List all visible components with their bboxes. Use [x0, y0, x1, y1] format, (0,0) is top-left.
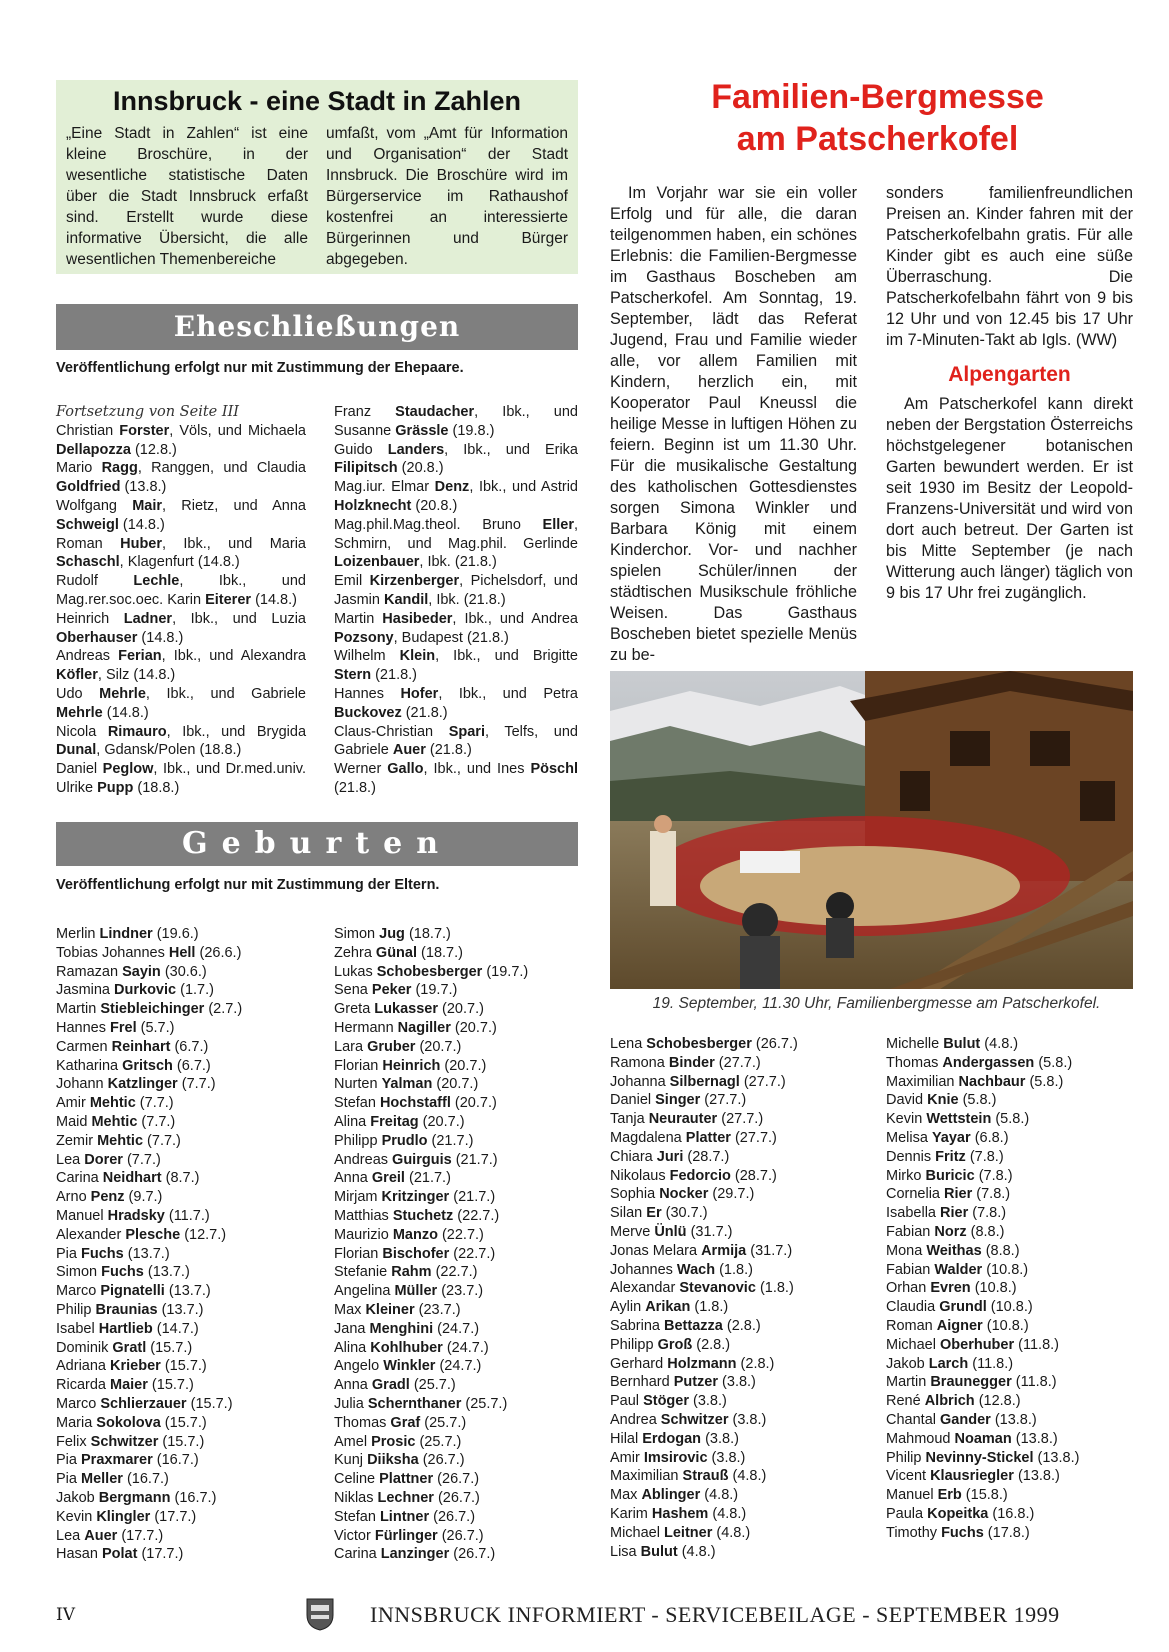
birth-entry: Hasan Polat (17.7.)	[56, 1546, 184, 1563]
marriage-list-left	[56, 403, 306, 798]
birth-entry: Manuel Hradsky (11.7.)	[56, 1207, 210, 1224]
birth-entry: Maid Mehtic (7.7.)	[56, 1113, 176, 1130]
alpengarten-title: Alpengarten	[948, 363, 1071, 386]
birth-entry: Maria Sokolova (15.7.)	[56, 1414, 207, 1431]
birth-entry: Carina Lanzinger (26.7.)	[334, 1546, 496, 1563]
innsbruck-crest-icon	[305, 1597, 335, 1631]
article-column-right	[886, 183, 1133, 604]
births-list-4	[886, 1035, 1146, 1543]
birth-entry: Maximilian Strauß (4.8.)	[610, 1468, 767, 1485]
birth-entry: Johanna Silbernagl (27.7.)	[610, 1073, 786, 1090]
birth-entry: Lisa Bulut (4.8.)	[610, 1543, 716, 1560]
birth-entry: Claudia Grundl (10.8.)	[886, 1299, 1033, 1316]
birth-entry: Martin Stiebleichinger (2.7.)	[56, 1001, 243, 1018]
marriage-entry: Christian Forster, Völs, und Michaela Dellapozza (12.8.)	[56, 422, 306, 458]
footer-publication: INNSBRUCK INFORMIERT - SERVICEBEILAGE - SEPTEMBER 1999	[370, 1602, 1060, 1627]
photo-caption: 19. September, 11.30 Uhr, Familienbergmesse am Patscherkofel.	[652, 995, 1101, 1012]
birth-entry: Jakob Larch (11.8.)	[886, 1355, 1014, 1372]
birth-entry: Lara Gruber (20.7.)	[334, 1038, 462, 1055]
article-text-left: Im Vorjahr war sie ein voller Erfolg und für alle, die daran teilgenommen haben, ein schönes Erlebnis: die Familien-Bergmesse im Gasthaus Boscheben am Patscherkofel. Am Sonntag, 19. September, lädt das Referat Jugend, Frau und Familie wieder alle, vor allem Familien mit Kindern, herzlich ein, mit Kooperator Paul Kneussl die heilige Messe in luftigen Höhen zu feiern. Beginn ist um 11.30 Uhr. Für die musikalische Gestaltung des katholischen Gottesdienstes sorgen Simona Winkler und Barbara König mit einem Kinderchor. Vor- und nachher spielen Schüler/innen der städtischen Musikschule fröhliche Weisen. Das Gasthaus Boscheben bietet spezielle Menüs zu be-	[610, 184, 857, 664]
article-title-line1: Familien-Bergmesse	[711, 78, 1044, 116]
births-list-2	[334, 925, 584, 1564]
birth-entry: Sabrina Bettazza (2.8.)	[610, 1317, 761, 1334]
stadt-in-zahlen-title: Innsbruck - eine Stadt in Zahlen	[112, 86, 522, 116]
birth-entry: Mirjam Kritzinger (21.7.)	[334, 1189, 496, 1206]
birth-entry: Melisa Yayar (6.8.)	[886, 1129, 1009, 1146]
birth-entry: Bernhard Putzer (3.8.)	[610, 1374, 756, 1391]
marriage-entry: Werner Gallo, Ibk., und Ines Pöschl (21.8.)	[334, 761, 578, 796]
marriage-entry: Hannes Hofer, Ibk., und Petra Buckovez (21.8.)	[334, 685, 578, 721]
marriage-entry: Mario Ragg, Ranggen, und Claudia Goldfried (13.8.)	[56, 460, 306, 496]
birth-entry: Amir Mehtic (7.7.)	[56, 1095, 174, 1112]
eheschliessungen-heading: Eheschließungen	[56, 304, 578, 350]
birth-entry: Nurten Yalman (20.7.)	[334, 1076, 479, 1093]
birth-entry: Andrea Schwitzer (3.8.)	[610, 1411, 767, 1428]
marriage-entry: Udo Mehrle, Ibk., und Gabriele Mehrle (14.8.)	[56, 685, 306, 721]
eheschliessungen-note: Veröffentlichung erfolgt nur mit Zustimmung der Ehepaare.	[56, 360, 464, 376]
birth-entry: Lukas Schobesberger (19.7.)	[334, 963, 529, 980]
birth-entry: Lena Schobesberger (26.7.)	[610, 1036, 798, 1052]
birth-entry: Alina Kohlhuber (24.7.)	[334, 1339, 489, 1356]
birth-entry: Michael Oberhuber (11.8.)	[886, 1336, 1059, 1353]
marriage-entry: Wilhelm Klein, Ibk., und Brigitte Stern (21.8.)	[334, 648, 578, 684]
birth-entry: Tobias Johannes Hell (26.6.)	[56, 944, 242, 961]
birth-entry: Paul Stöger (3.8.)	[610, 1393, 727, 1410]
birth-entry: Thomas Andergassen (5.8.)	[886, 1054, 1073, 1071]
marriage-entry: Daniel Peglow, Ibk., und Dr.med.univ. Ulrike Pupp (18.8.)	[56, 761, 306, 796]
birth-entry: Nikolaus Fedorcio (28.7.)	[610, 1167, 777, 1184]
birth-entry: Amel Prosic (25.7.)	[334, 1433, 462, 1450]
birth-entry: Philipp Groß (2.8.)	[610, 1336, 731, 1353]
birth-entry: Fabian Norz (8.8.)	[886, 1223, 1005, 1240]
birth-entry: Maximilian Nachbaur (5.8.)	[886, 1073, 1064, 1090]
birth-entry: Jana Menghini (24.7.)	[334, 1320, 480, 1337]
marriage-entry: Mag.phil.Mag.theol. Bruno Eller, Schmirn, und Mag.phil. Gerlinde Loizenbauer, Ibk. (21.8.)	[334, 516, 578, 571]
page-number: IV	[56, 1605, 75, 1625]
article-title-line2: am Patscherkofel	[736, 120, 1019, 158]
birth-entry: Tanja Neurauter (27.7.)	[610, 1111, 764, 1128]
birth-entry: Chiara Juri (28.7.)	[610, 1148, 730, 1165]
birth-entry: Victor Fürlinger (26.7.)	[334, 1527, 484, 1544]
birth-entry: Jasmina Durkovic (1.7.)	[56, 982, 214, 999]
birth-entry: Jonas Melara Armija (31.7.)	[610, 1242, 793, 1259]
birth-entry: Martin Braunegger (11.8.)	[886, 1374, 1057, 1391]
birth-entry: Silan Er (30.7.)	[610, 1205, 708, 1222]
marriage-entry: Nicola Rimauro, Ibk., und Brygida Dunal, Gdansk/Polen (18.8.)	[56, 723, 307, 759]
birth-entry: Stefan Hochstaffl (20.7.)	[334, 1095, 497, 1112]
birth-entry: Adriana Krieber (15.7.)	[56, 1358, 207, 1375]
marriage-entry: Guido Landers, Ibk., und Erika Filipitsch (20.8.)	[334, 441, 578, 477]
birth-entry: Michael Leitner (4.8.)	[610, 1524, 751, 1541]
birth-entry: Thomas Graf (25.7.)	[334, 1414, 467, 1431]
birth-entry: Carina Neidhart (8.7.)	[56, 1170, 200, 1187]
birth-entry: Orhan Evren (10.8.)	[886, 1280, 1017, 1297]
birth-entry: David Knie (5.8.)	[886, 1092, 997, 1109]
birth-entry: Carmen Reinhart (6.7.)	[56, 1038, 209, 1055]
birth-entry: Simon Fuchs (13.7.)	[56, 1264, 190, 1281]
stadt-in-zahlen-col1: „Eine Stadt in Zahlen“ ist eine kleine Broschüre, in der wesentliche statistische Daten über die Stadt Innsbruck erfaßt sind. Erstellt wurde diese informative Übersicht, die alle wesentlichen Themenbereiche	[66, 125, 308, 268]
birth-entry: Daniel Singer (27.7.)	[610, 1092, 747, 1109]
birth-entry: Alina Freitag (20.7.)	[334, 1113, 465, 1130]
continued-label: Fortsetzung von Seite III	[56, 404, 240, 420]
birth-entry: Julia Schernthaner (25.7.)	[334, 1395, 508, 1412]
birth-entry: Max Kleiner (23.7.)	[334, 1301, 461, 1318]
geburten-note: Veröffentlichung erfolgt nur mit Zustimmung der Eltern.	[56, 877, 440, 893]
birth-entry: Aylin Arikan (1.8.)	[610, 1299, 729, 1316]
birth-entry: Anna Gradl (25.7.)	[334, 1377, 456, 1394]
birth-entry: Maurizio Manzo (22.7.)	[334, 1226, 484, 1243]
birth-entry: Hannes Frel (5.7.)	[56, 1019, 175, 1036]
birth-entry: Amir Imsirovic (3.8.)	[610, 1449, 746, 1466]
birth-entry: Mahmoud Noaman (13.8.)	[886, 1430, 1058, 1447]
birth-entry: Hilal Erdogan (3.8.)	[610, 1430, 739, 1447]
marriage-entry: Rudolf Lechle, Ibk., und Mag.rer.soc.oec. Karin Eiterer (14.8.)	[56, 573, 306, 608]
birth-entry: Arno Penz (9.7.)	[56, 1189, 163, 1206]
marriage-entry: Emil Kirzenberger, Pichelsdorf, und Jasmin Kandil, Ibk. (21.8.)	[334, 573, 578, 608]
marriage-entry: Mag.iur. Elmar Denz, Ibk., und Astrid Holzknecht (20.8.)	[334, 479, 578, 514]
births-list-1	[56, 925, 306, 1564]
bergmesse-photo	[610, 671, 1133, 989]
birth-entry: Ramazan Sayin (30.6.)	[56, 963, 207, 980]
birth-entry: Chantal Gander (13.8.)	[886, 1411, 1037, 1428]
birth-entry: Ricarda Maier (15.7.)	[56, 1377, 194, 1394]
marriage-entry: Franz Staudacher, Ibk., und Susanne Grässle (19.8.)	[334, 404, 578, 439]
birth-entry: Sena Peker (19.7.)	[334, 982, 458, 999]
stadt-in-zahlen-col2: umfaßt, vom „Amt für Information und Organisation“ der Stadt Innsbruck. Die Broschüre wird im Bürgerservice im Rathaushof kostenfrei an interessierte Bürgerinnen und Bürger abgegeben.	[326, 125, 568, 268]
marriage-entry: Heinrich Ladner, Ibk., und Luzia Oberhauser (14.8.)	[56, 610, 306, 646]
birth-entry: Alexander Plesche (12.7.)	[56, 1226, 227, 1243]
birth-entry: Johannes Wach (1.8.)	[610, 1261, 753, 1278]
marriage-entry: Roman Huber, Ibk., und Maria Schaschl, Klagenfurt (14.8.)	[56, 535, 306, 571]
birth-entry: Greta Lukasser (20.7.)	[334, 1001, 484, 1018]
marriage-entry: Wolfgang Mair, Rietz, und Anna Schweigl (14.8.)	[56, 497, 306, 533]
birth-entry: Angelina Müller (23.7.)	[334, 1283, 484, 1300]
birth-entry: Felix Schwitzer (15.7.)	[56, 1433, 205, 1450]
birth-entry: Jakob Bergmann (16.7.)	[56, 1489, 217, 1506]
birth-entry: Stefan Lintner (26.7.)	[334, 1508, 476, 1525]
birth-entry: Michelle Bulut (4.8.)	[886, 1036, 1019, 1052]
birth-entry: Gerhard Holzmann (2.8.)	[610, 1355, 775, 1372]
birth-entry: Andreas Guirguis (21.7.)	[334, 1151, 498, 1168]
birth-entry: Paula Kopeitka (16.8.)	[886, 1505, 1035, 1522]
birth-entry: Matthias Stuchetz (22.7.)	[334, 1207, 500, 1224]
birth-entry: Kevin Wettstein (5.8.)	[886, 1111, 1030, 1128]
article-text-right: sonders familienfreundlichen Preisen an. Kinder fahren mit der Patscherkofelbahn gratis. Für alle Kinder gibt es auch eine süße Überraschung. Die Patscherkofelbahn fährt von 9 bis 12 Uhr und von 12.45 bis 17 Uhr im 7-Minuten-Takt ab Igls. (WW)	[886, 184, 1133, 349]
birth-entry: Marco Pignatelli (13.7.)	[56, 1283, 211, 1300]
birth-entry: Philipp Prudlo (21.7.)	[334, 1132, 474, 1149]
marriage-entry: Andreas Ferian, Ibk., und Alexandra Köfler, Silz (14.8.)	[56, 648, 306, 684]
birth-entry: Angelo Winkler (24.7.)	[334, 1358, 482, 1375]
birth-entry: Mirko Buricic (7.8.)	[886, 1167, 1013, 1184]
birth-entry: Max Ablinger (4.8.)	[610, 1487, 739, 1504]
birth-entry: Vicent Klausriegler (13.8.)	[886, 1468, 1060, 1485]
birth-entry: Fabian Walder (10.8.)	[886, 1261, 1029, 1278]
birth-entry: Alexandar Stevanovic (1.8.)	[610, 1280, 794, 1297]
birth-entry: Marco Schlierzauer (15.7.)	[56, 1395, 233, 1412]
birth-entry: Kevin Klingler (17.7.)	[56, 1508, 197, 1525]
birth-entry: Cornelia Rier (7.8.)	[886, 1186, 1011, 1203]
birth-entry: Magdalena Platter (27.7.)	[610, 1129, 777, 1146]
birth-entry: Dennis Fritz (7.8.)	[886, 1148, 1004, 1165]
birth-entry: Niklas Lechner (26.7.)	[334, 1489, 480, 1506]
birth-entry: Lea Auer (17.7.)	[56, 1527, 164, 1544]
birth-entry: Pia Meller (16.7.)	[56, 1471, 169, 1488]
birth-entry: Manuel Erb (15.8.)	[886, 1487, 1008, 1504]
birth-entry: Ramona Binder (27.7.)	[610, 1054, 761, 1071]
birth-entry: Zehra Günal (18.7.)	[334, 944, 463, 961]
birth-entry: Zemir Mehtic (7.7.)	[56, 1132, 181, 1149]
birth-entry: Timothy Fuchs (17.8.)	[886, 1524, 1030, 1541]
birth-entry: Lea Dorer (7.7.)	[56, 1151, 161, 1168]
birth-entry: Isabella Rier (7.8.)	[886, 1205, 1007, 1222]
birth-entry: Simon Jug (18.7.)	[334, 926, 451, 942]
birth-entry: Isabel Hartlieb (14.7.)	[56, 1320, 199, 1337]
birth-entry: Celine Plattner (26.7.)	[334, 1471, 480, 1488]
birth-entry: Hermann Nagiller (20.7.)	[334, 1019, 497, 1036]
birth-entry: Johann Katzlinger (7.7.)	[56, 1076, 216, 1093]
birth-entry: Karim Hashem (4.8.)	[610, 1505, 747, 1522]
birth-entry: Katharina Gritsch (6.7.)	[56, 1057, 211, 1074]
birth-entry: Stefanie Rahm (22.7.)	[334, 1264, 478, 1281]
marriage-list-right	[334, 403, 578, 798]
birth-entry: Merve Ünlü (31.7.)	[610, 1223, 733, 1240]
birth-entry: Sophia Nocker (29.7.)	[610, 1186, 755, 1203]
birth-entry: Florian Bischofer (22.7.)	[334, 1245, 496, 1262]
birth-entry: Philip Braunias (13.7.)	[56, 1301, 204, 1318]
birth-entry: Kunj Diiksha (26.7.)	[334, 1452, 465, 1469]
births-list-3	[610, 1035, 870, 1561]
birth-entry: Florian Heinrich (20.7.)	[334, 1057, 487, 1074]
birth-entry: René Albrich (12.8.)	[886, 1393, 1021, 1410]
birth-entry: Merlin Lindner (19.6.)	[56, 926, 199, 942]
birth-entry: Roman Aigner (10.8.)	[886, 1317, 1029, 1334]
birth-entry: Anna Greil (21.7.)	[334, 1170, 451, 1187]
birth-entry: Dominik Gratl (15.7.)	[56, 1339, 193, 1356]
geburten-heading: Geburten	[56, 822, 578, 866]
stadt-in-zahlen-box	[56, 80, 578, 274]
birth-entry: Pia Praxmarer (16.7.)	[56, 1452, 199, 1469]
birth-entry: Pia Fuchs (13.7.)	[56, 1245, 170, 1262]
birth-entry: Philip Nevinny-Stickel (13.8.)	[886, 1449, 1080, 1466]
marriage-entry: Martin Hasibeder, Ibk., und Andrea Pozsony, Budapest (21.8.)	[334, 610, 578, 646]
marriage-entry: Claus-Christian Spari, Telfs, und Gabriele Auer (21.8.)	[334, 723, 578, 759]
birth-entry: Mona Weithas (8.8.)	[886, 1242, 1020, 1259]
alpengarten-text: Am Patscherkofel kann direkt neben der Bergstation Österreichs höchstgelegener botanischen Garten bewundert werden. Er ist seit 1930 im Besitz der Leopold-Franzens-Universität und wird von dort auch betreut. Der Garten ist bis Mitte September (je nach Witterung auch länger) täglich von 9 bis 17 Uhr frei zugänglich.	[886, 395, 1133, 602]
article-title	[610, 76, 1145, 160]
